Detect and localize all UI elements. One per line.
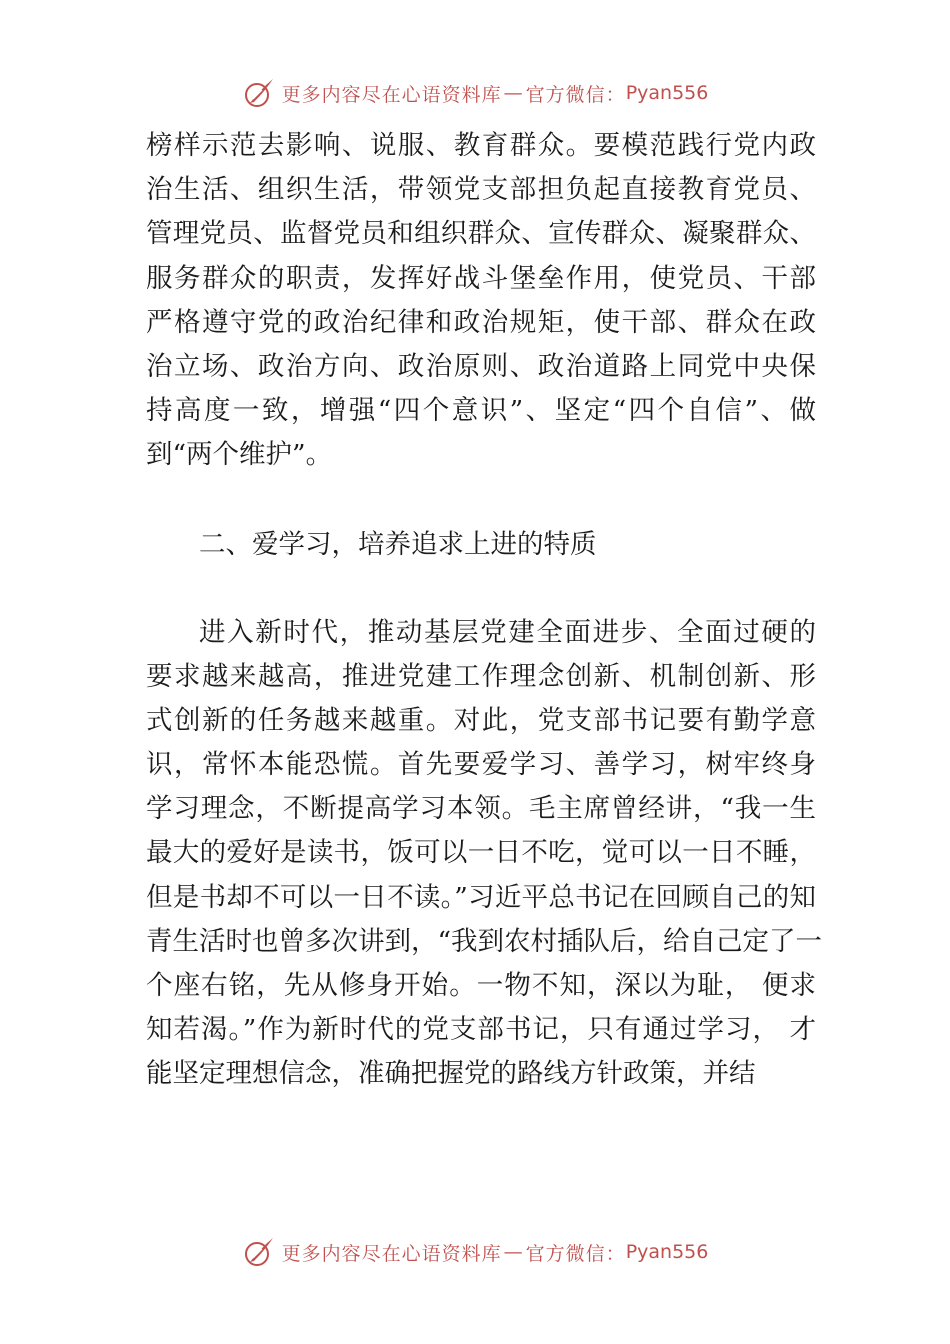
paragraph-line: 要求越来越高，推进党建工作理念创新、机制创新、形 [146, 660, 816, 692]
paragraph-line: 服务群众的职责，发挥好战斗堡垒作用，使党员、干部 [146, 262, 816, 294]
paragraph-line: 严格遵守党的政治纪律和政治规矩，使干部、群众在政 [146, 306, 816, 338]
paragraph-line: 但是书却不可以一日不读。”习近平总书记在回顾自己的知 [146, 881, 816, 913]
watermark-label: 官方微信： [525, 83, 626, 106]
footer-watermark [0, 1232, 950, 1272]
watermark-dash: — [503, 1241, 524, 1263]
paragraph-line: 式创新的任务越来越重。对此，党支部书记要有勤学意 [146, 704, 816, 736]
watermark-dash: — [503, 82, 524, 104]
watermark-wechat-id: Pyan556 [625, 82, 709, 104]
paragraph-line: 青生活时也曾多次讲到，“我到农村插队后，给自己定了一 [146, 925, 823, 957]
paragraph-line: 进入新时代，推动基层党建全面进步、全面过硬的 [199, 616, 816, 648]
paragraph-line: 学习理念，不断提高学习本领。毛主席曾经讲，“我一生 [146, 793, 816, 825]
paragraph-line: 能坚定理想信念，准确把握党的路线方针政策，并结 [146, 1058, 756, 1090]
paragraph-line: 榜样示范去影响、说服、教育群众。要模范践行党内政 [146, 130, 816, 161]
feather-seal-logo-icon [242, 76, 276, 110]
paragraph-line: 到“两个维护”。 [146, 439, 333, 471]
paragraph-line: 治生活、组织生活，带领党支部担负起直接教育党员、 [146, 174, 816, 206]
paragraph-line: 最大的爱好是读书，饭可以一日不吃，觉可以一日不睡， [146, 837, 816, 869]
paragraph-line: 知若渴。”作为新时代的党支部书记，只有通过学习， 才 [146, 1014, 816, 1046]
paragraph-line: 治立场、政治方向、政治原则、政治道路上同党中央保 [146, 350, 816, 382]
watermark-wechat-id: Pyan556 [625, 1241, 709, 1263]
document-body [146, 124, 823, 1097]
watermark-main-text: 更多内容尽在心语资料库 [281, 1242, 502, 1265]
paragraph-line: 管理党员、监督党员和组织群众、宣传群众、凝聚群众、 [146, 218, 816, 250]
paragraph-2 [146, 611, 823, 1097]
header-watermark [0, 73, 950, 113]
paragraph-line: 识，常怀本能恐慌。首先要爱学习、善学习，树牢终身 [146, 749, 816, 781]
paragraph-line: 个座右铭，先从修身开始。一物不知，深以为耻， 便求 [146, 970, 816, 1001]
feather-seal-logo-icon [242, 1235, 276, 1269]
paragraph-1 [146, 124, 816, 478]
section-heading: 二、爱学习，培养追求上进的特质 [199, 528, 597, 560]
watermark-label: 官方微信： [525, 1242, 626, 1265]
watermark-main-text: 更多内容尽在心语资料库 [281, 83, 502, 106]
paragraph-line: 持高度一致，增强“四个意识”、坚定“四个自信”、做 [146, 395, 816, 427]
